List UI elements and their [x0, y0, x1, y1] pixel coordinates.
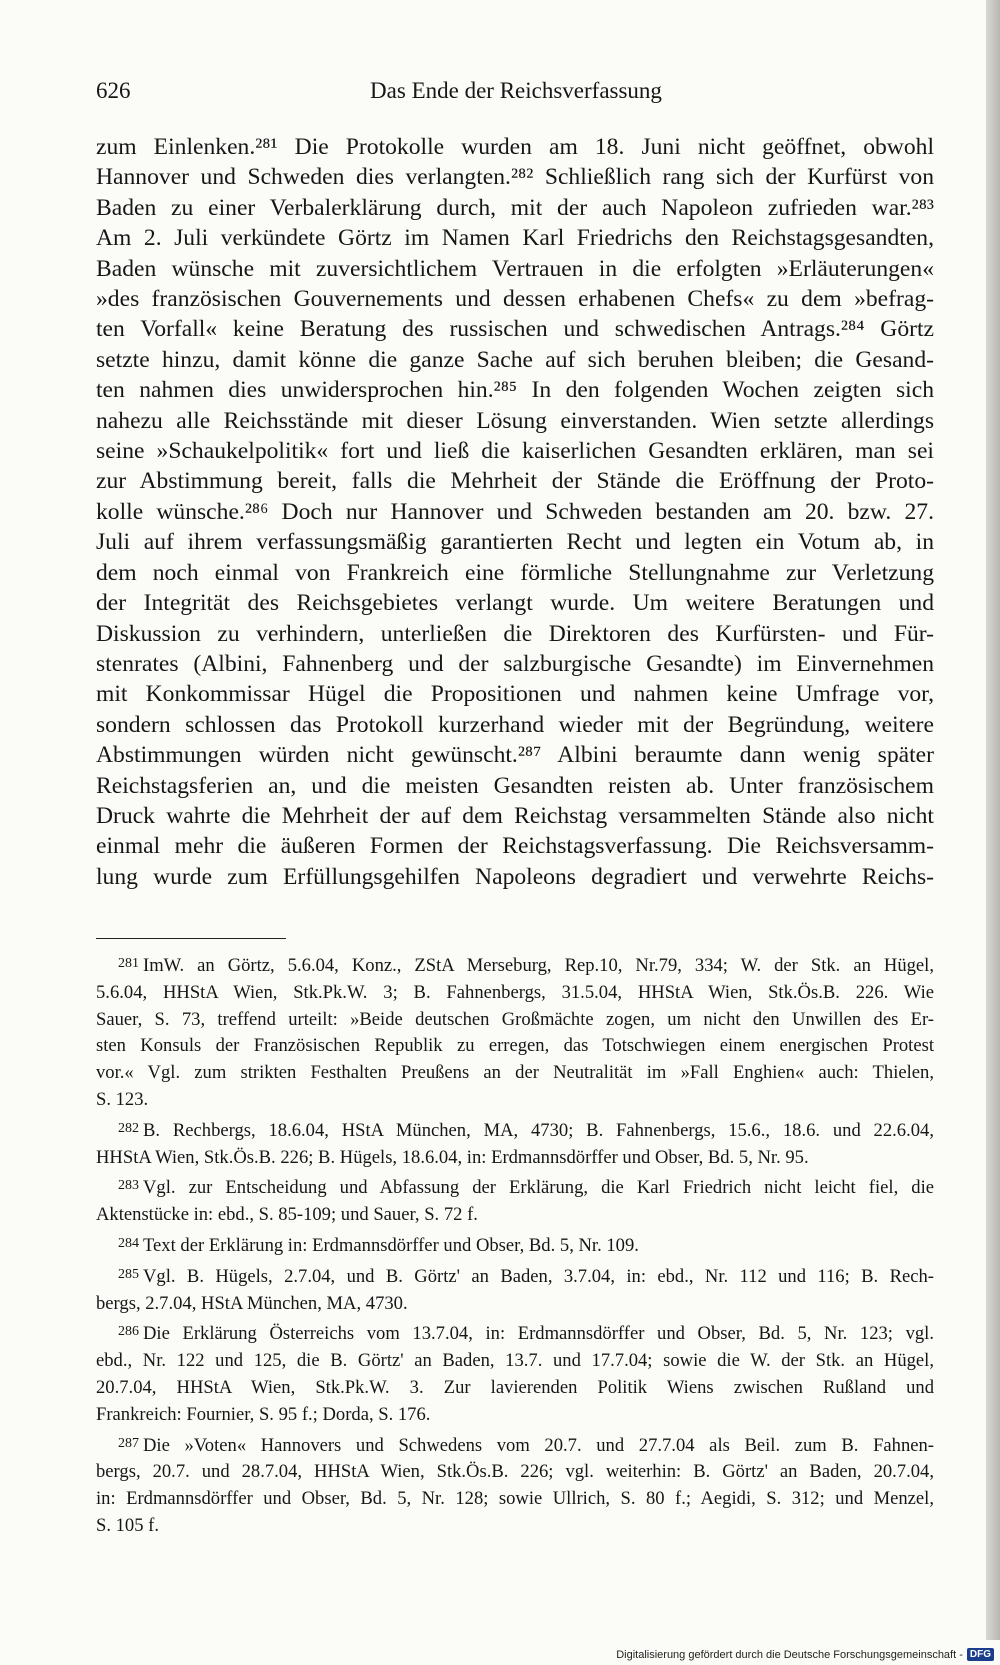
page-header [96, 78, 936, 114]
dfg-logo: DFG [967, 1648, 994, 1661]
text-line: ten nahmen dies unwidersprochen hin.²⁸⁵ In den folgenden Wochen zeigten sich [96, 377, 934, 404]
footnote-line: ebd., Nr. 122 und 125, die B. Görtz' an Baden, 13.7. und 17.7.04; sowie die W. der Stk. an Hügel, [96, 1350, 934, 1372]
footnote [96, 1173, 934, 1229]
text-line: sondern schlossen das Protokoll kurzerhand wieder mit der Begründung, weitere [96, 711, 934, 738]
footnote-text: Text der Erklärung in: Erdmannsdörffer und Obser, Bd. 5, Nr. 109. [143, 1234, 639, 1256]
text-line: ten Vorfall« keine Beratung des russischen und schwedischen Antrags.²⁸⁴ Görtz [96, 316, 934, 343]
footnote-number: 284 [118, 1235, 139, 1251]
footnote-line [96, 1116, 934, 1145]
text-line: zum Einlenken.²⁸¹ Die Protokolle wurden am 18. Juni nicht geöffnet, obwohl [96, 134, 934, 160]
footnote-line: vor.« Vgl. zum strikten Festhalten Preußens an der Neutralität im »Fall Enghien« auch: Thielen, [96, 1062, 934, 1084]
text-line: Druck wahrte die Mehrheit der auf dem Reichstag versammelten Stände also nicht [96, 802, 934, 829]
text-line: Baden zu einer Verbalerklärung durch, mit der auch Napoleon zufrieden war.²⁸³ [96, 194, 934, 221]
footnote-line [96, 1319, 934, 1348]
footnote-line: S. 105 f. [96, 1514, 160, 1536]
footnote-number: 286 [118, 1324, 139, 1340]
digitization-credit [616, 1648, 994, 1661]
footnote-line: bergs, 2.7.04, HStA München, MA, 4730. [96, 1292, 408, 1314]
footnote-text: Die Erklärung Österreichs vom 13.7.04, in: Erdmannsdörffer und Obser, Bd. 5, Nr. 123; vgl. [143, 1323, 934, 1345]
text-line: stenrates (Albini, Fahnenberg und der salzburgische Gesandte) im Einvernehmen [96, 650, 934, 677]
footnote [96, 1431, 934, 1540]
footnote [96, 1262, 934, 1318]
footnote-line [96, 1431, 934, 1460]
footnote-number: 283 [118, 1178, 139, 1194]
footnote-line: 20.7.04, HHStA Wien, Stk.Pk.W. 3. Zur lavierenden Politik Wiens zwischen Rußland und [96, 1376, 934, 1398]
footnote-line [96, 951, 934, 980]
text-line: kolle wünsche.²⁸⁶ Doch nur Hannover und Schweden bestanden am 20. bzw. 27. [96, 498, 934, 525]
text-line: setzte hinzu, damit könne die ganze Sache auf sich beruhen bleiben; die Gesand- [96, 346, 934, 373]
text-line: Reichstagsferien an, und die meisten Gesandten reisten ab. Unter französischem [96, 772, 934, 799]
main-text [96, 132, 934, 892]
text-line: Diskussion zu verhindern, unterließen die Direktoren des Kurfürsten- und Für- [96, 620, 934, 647]
text-line: Hannover und Schweden dies verlangten.²⁸² Schließlich rang sich der Kurfürst von [96, 164, 934, 191]
footnote-text: Vgl. B. Hügels, 2.7.04, und B. Görtz' an Baden, 3.7.04, in: ebd., Nr. 112 und 116; B. Rech- [143, 1265, 934, 1287]
footnote-rule [96, 938, 286, 939]
footnote-number: 282 [118, 1120, 139, 1136]
footnote-line: HHStA Wien, Stk.Ös.B. 226; B. Hügels, 18.6.04, in: Erdmannsdörffer und Obser, Bd. 5, Nr. 95. [96, 1146, 809, 1168]
footnote-line: bergs, 20.7. und 28.7.04, HHStA Wien, Stk.Ös.B. 226; vgl. weiterhin: B. Görtz' an Baden, 20.7.04, [96, 1461, 934, 1483]
footnote-number: 281 [118, 956, 139, 971]
page-edge [986, 0, 1000, 1640]
footnote-line: sten Konsuls der Französischen Republik zu erregen, das Totschwiegen einem energischen Protest [96, 1035, 934, 1057]
footnote [96, 951, 934, 1114]
footnote-number: 285 [118, 1266, 139, 1282]
text-line: einmal mehr die äußeren Formen der Reichstagsverfassung. Die Reichsversamm- [96, 833, 934, 860]
footnote [96, 1116, 934, 1172]
footnote-text: Vgl. zur Entscheidung und Abfassung der Erklärung, die Karl Friedrich nicht leicht fiel, die [143, 1177, 934, 1199]
footnote-line: S. 123. [96, 1088, 149, 1110]
footnote-text: B. Rechbergs, 18.6.04, HStA München, MA, 4730; B. Fahnenbergs, 15.6., 18.6. und 22.6.04, [143, 1119, 934, 1141]
text-line: seine »Schaukelpolitik« fort und ließ die kaiserlichen Gesandten erklären, man sei [96, 438, 934, 465]
footnote-line [96, 1173, 934, 1202]
text-line: zur Abstimmung bereit, falls die Mehrheit der Stände die Eröffnung der Proto- [96, 468, 934, 495]
footnote-number: 287 [118, 1435, 139, 1451]
credit-text: Digitalisierung gefördert durch die Deutsche Forschungsgemeinschaft - [616, 1648, 963, 1661]
text-line: lung wurde zum Erfüllungsgehilfen Napoleons degradiert und verwehrte Reichs- [96, 863, 934, 890]
text-line: Abstimmungen würden nicht gewünscht.²⁸⁷ Albini beraumte dann wenig später [96, 742, 934, 769]
text-line: der Integrität des Reichsgebietes verlangt wurde. Um weitere Beratungen und [96, 590, 934, 617]
footnote-line [96, 1231, 934, 1260]
text-line: »des französischen Gouvernements und dessen erhabenen Chefs« zu dem »befrag- [96, 286, 934, 313]
text-line: Am 2. Juli verkündete Görtz im Namen Karl Friedrichs den Reichstagsgesandten, [96, 225, 934, 252]
page-number: 626 [96, 78, 131, 103]
footnote-line [96, 1262, 934, 1291]
footnote-text: ImW. an Görtz, 5.6.04, Konz., ZStA Merseburg, Rep.10, Nr.79, 334; W. der Stk. an Hügel, [143, 955, 934, 976]
text-line: Baden wünsche mit zuversichtlichem Vertrauen in die erfolgten »Erläuterungen« [96, 255, 934, 282]
footnotes [96, 951, 934, 1542]
footnote [96, 1319, 934, 1428]
footnote-line: Aktenstücke in: ebd., S. 85-109; und Sauer, S. 72 f. [96, 1204, 478, 1226]
footnote-text: Die »Voten« Hannovers und Schwedens vom 20.7. und 27.7.04 als Beil. zum B. Fahnen- [143, 1434, 934, 1456]
footnote-line: 5.6.04, HHStA Wien, Stk.Pk.W. 3; B. Fahnenbergs, 31.5.04, HHStA Wien, Stk.Ös.B. 226. Wie [96, 981, 934, 1003]
footnote [96, 1231, 934, 1260]
footnote-line: in: Erdmannsdörffer und Obser, Bd. 5, Nr. 128; sowie Ullrich, S. 80 f.; Aegidi, S. 312; und Menzel, [96, 1488, 934, 1510]
running-head: Das Ende der Reichsverfassung [370, 78, 662, 103]
text-line: dem noch einmal von Frankreich eine förmliche Stellungnahme zur Verletzung [96, 559, 934, 586]
text-line: mit Konkommissar Hügel die Propositionen und nahmen keine Umfrage vor, [96, 681, 934, 708]
footnote-line: Frankreich: Fournier, S. 95 f.; Dorda, S. 176. [96, 1403, 431, 1425]
text-line: Juli auf ihrem verfassungsmäßig garantierten Recht und legten ein Votum ab, in [96, 529, 934, 556]
footnote-line: Sauer, S. 73, treffend urteilt: »Beide deutschen Großmächte zogen, um nicht den Unwillen des Er- [96, 1008, 934, 1030]
text-line: nahezu alle Reichsstände mit dieser Lösung einverstanden. Wien setzte allerdings [96, 407, 934, 434]
